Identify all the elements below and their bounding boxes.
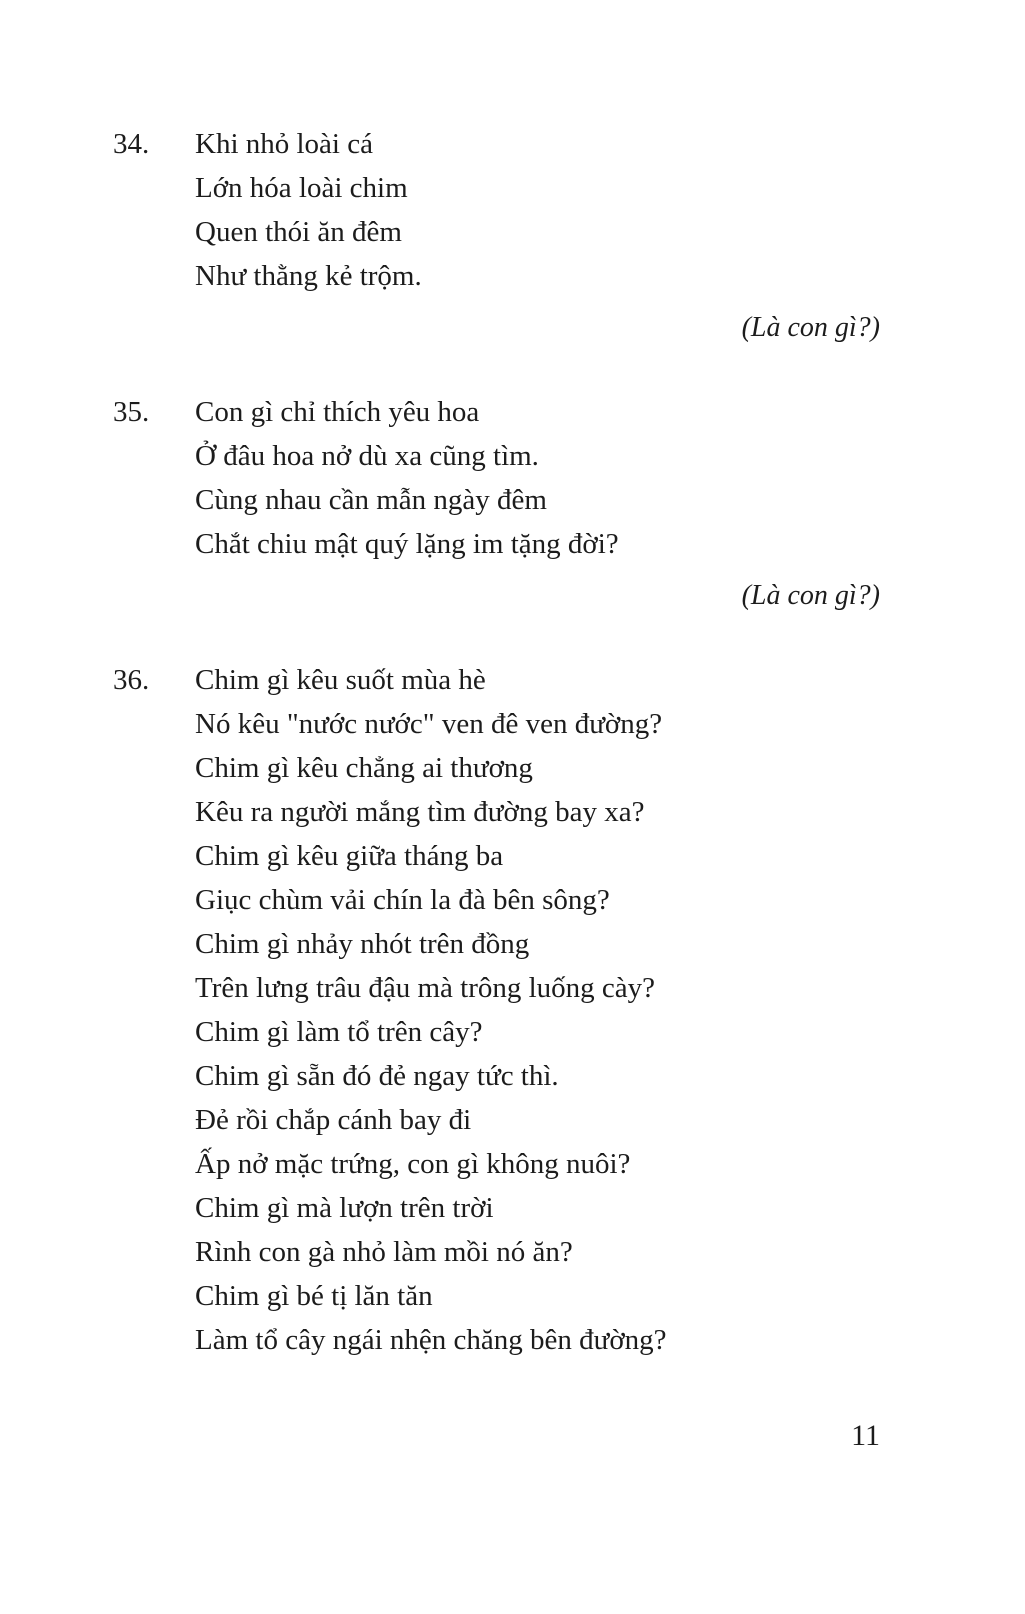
riddle-lines (195, 658, 880, 1362)
riddle-line: Khi nhỏ loài cá (195, 128, 373, 160)
riddle-line: Chim gì nhảy nhót trên đồng (195, 928, 530, 960)
riddle-line: Chim gì sẵn đó đẻ ngay tức thì. (195, 1060, 559, 1092)
riddle-line: Chim gì làm tổ trên cây? (195, 1016, 483, 1048)
riddle-line: Rình con gà nhỏ làm mồi nó ăn? (195, 1236, 573, 1268)
riddle-number: 34. (113, 128, 150, 160)
riddle-line: Chim gì kêu giữa tháng ba (195, 840, 504, 872)
riddle-block (113, 390, 880, 566)
riddle-block (113, 122, 880, 298)
riddle-number: 36. (113, 664, 150, 696)
riddle-line: Ấp nở mặc trứng, con gì không nuôi? (195, 1148, 631, 1180)
riddle-line: Kêu ra người mắng tìm đường bay xa? (195, 796, 645, 828)
riddle-line: Đẻ rồi chắp cánh bay đi (195, 1104, 472, 1136)
riddle-lines (195, 390, 880, 566)
riddle-line: Cùng nhau cần mẫn ngày đêm (195, 484, 547, 516)
riddle-number: 35. (113, 396, 150, 428)
riddle-line: Nó kêu "nước nước" ven đê ven đường? (195, 708, 663, 740)
riddle-line: Ở đâu hoa nở dù xa cũng tìm. (195, 440, 539, 472)
riddle-line: Chắt chiu mật quý lặng im tặng đời? (195, 528, 619, 560)
riddle-line: Quen thói ăn đêm (195, 216, 402, 248)
riddle-line: Chim gì mà lượn trên trời (195, 1192, 494, 1224)
page-number: 11 (851, 1419, 880, 1452)
riddle-list (113, 122, 880, 1362)
riddle-line: Làm tổ cây ngái nhện chăng bên đường? (195, 1324, 667, 1356)
answer-prompt: (Là con gì?) (741, 580, 880, 611)
riddle-line: Trên lưng trâu đậu mà trông luống cày? (195, 972, 656, 1004)
riddle-line: Chim gì kêu suốt mùa hè (195, 664, 486, 696)
riddle-line: Con gì chỉ thích yêu hoa (195, 396, 480, 428)
riddle-line: Chim gì bé tị lăn tăn (195, 1280, 433, 1312)
answer-prompt: (Là con gì?) (741, 312, 880, 343)
riddle-lines (195, 122, 880, 298)
riddle-line: Lớn hóa loài chim (195, 172, 408, 204)
riddle-block (113, 658, 880, 1362)
riddle-line: Như thằng kẻ trộm. (195, 260, 422, 292)
riddle-line: Giục chùm vải chín la đà bên sông? (195, 884, 610, 916)
riddle-line: Chim gì kêu chẳng ai thương (195, 752, 533, 784)
